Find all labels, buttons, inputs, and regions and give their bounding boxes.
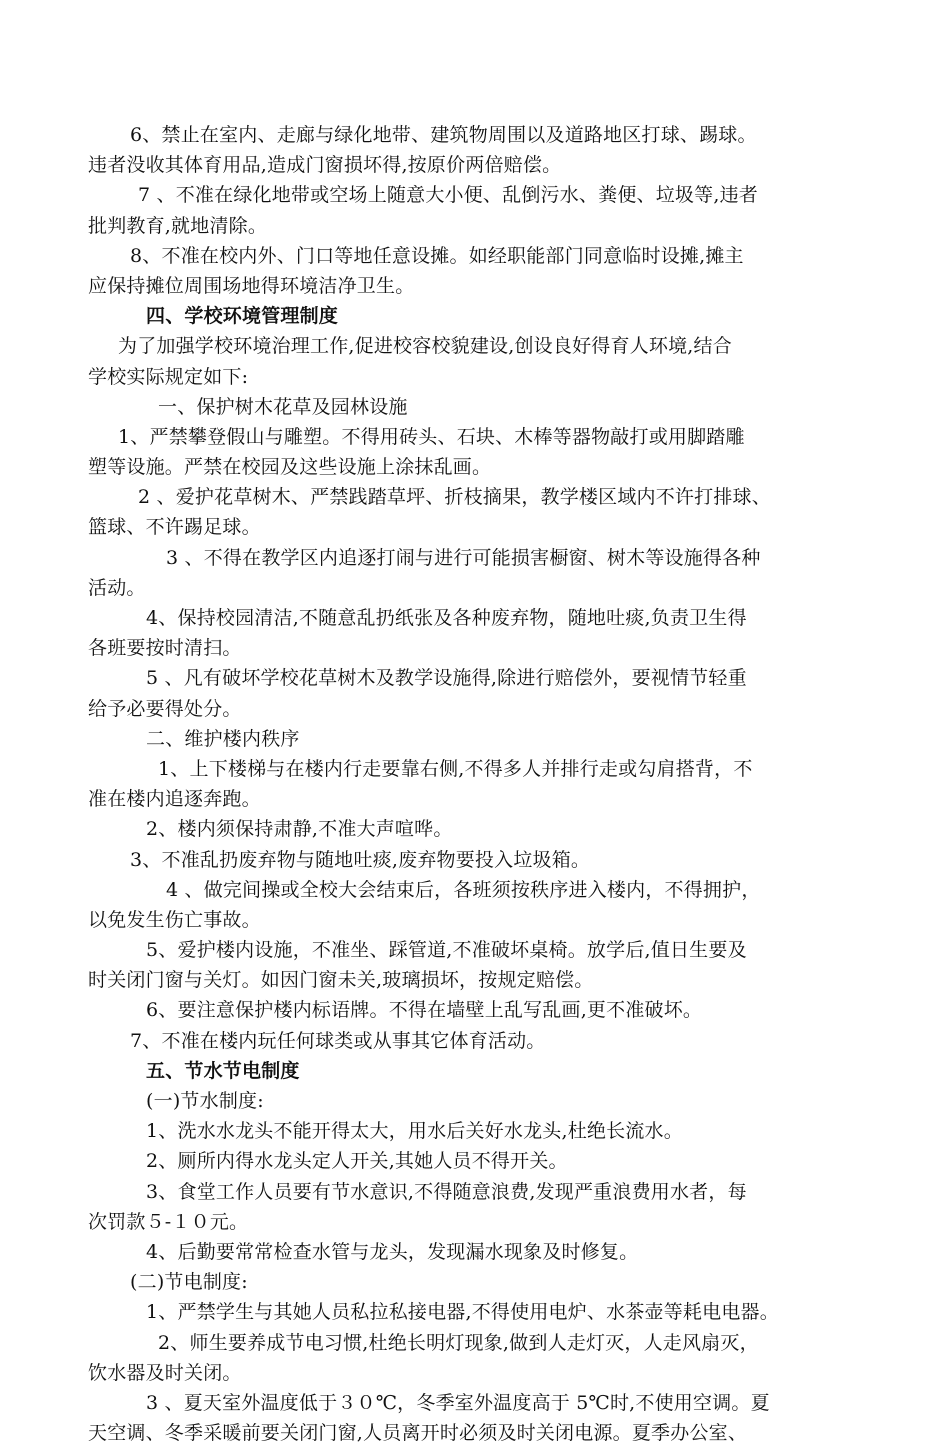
text-line: 5、爱护楼内设施，不准坐、踩管道,不准破坏桌椅。放学后,值日生要及 <box>146 939 747 962</box>
text-line: 3、食堂工作人员要有节水意识,不得随意浪费,发现严重浪费用水者，每 <box>146 1180 747 1203</box>
text-line: 1、严禁攀登假山与雕塑。不得用砖头、石块、木棒等器物敲打或用脚踏雕 <box>118 425 745 448</box>
text-line: 1、洗水水龙头不能开得太大，用水后关好水龙头,杜绝长流水。 <box>146 1120 683 1143</box>
text-line: 7 、不准在绿化地带或空场上随意大小便、乱倒污水、粪便、垃圾等,违者 <box>138 184 758 207</box>
text-line: 8、不准在校内外、门口等地任意设摊。如经职能部门同意临时设摊,摊主 <box>130 244 744 267</box>
text-line: 3 、夏天室外温度低于３０℃，冬季室外温度高于 5℃时,不使用空调。夏 <box>146 1391 770 1414</box>
subsection-heading: (一)节水制度: <box>146 1090 264 1112</box>
text-line: 准在楼内追逐奔跑。 <box>88 788 261 811</box>
text-line: 1、上下楼梯与在楼内行走要靠右侧,不得多人并排行走或勾肩搭背，不 <box>158 757 753 780</box>
text-line: 时关闭门窗与关灯。如因门窗未关,玻璃损坏，按规定赔偿。 <box>88 969 594 992</box>
text-line: 1、严禁学生与其她人员私拉私接电器,不得使用电炉、水茶壶等耗电电器。 <box>146 1301 779 1324</box>
text-line: 6、禁止在室内、走廊与绿化地带、建筑物周围以及道路地区打球、踢球。 <box>130 124 757 146</box>
text-line: 以免发生伤亡事故。 <box>88 908 261 931</box>
document-body <box>88 120 878 1448</box>
text-line: 批判教育,就地清除。 <box>88 214 268 237</box>
text-line: 2 、爱护花草树木、严禁践踏草坪、折枝摘果，教学楼区域内不许打排球、 <box>138 486 771 509</box>
text-line: 3、不准乱扔废弃物与随地吐痰,废弃物要投入垃圾箱。 <box>130 848 591 871</box>
text-line: 天空调、冬季采暖前要关闭门窗,人员离开时必须及时关闭电源。夏季办公室、 <box>88 1422 748 1445</box>
text-line: 2、厕所内得水龙头定人开关,其她人员不得开关。 <box>146 1150 568 1173</box>
text-line: 7、不准在楼内玩任何球类或从事其它体育活动。 <box>130 1029 546 1052</box>
text-line: 学校实际规定如下: <box>88 365 249 388</box>
text-line: 为了加强学校环境治理工作,促进校容校貌建设,创设良好得育人环境,结合 <box>118 335 732 358</box>
text-line: 6、要注意保护楼内标语牌。不得在墙壁上乱写乱画,更不准破坏。 <box>146 999 703 1022</box>
text-line: 饮水器及时关闭。 <box>88 1361 242 1384</box>
text-line: 次罚款５-１０元。 <box>88 1210 249 1233</box>
text-line: 4、保持校园清洁,不随意乱扔纸张及各种废弃物，随地吐痰,负责卫生得 <box>146 607 747 629</box>
text-line: 活动。 <box>88 576 146 599</box>
section-heading: 四、学校环境管理制度 <box>146 305 339 328</box>
text-line: 给予必要得处分。 <box>88 697 242 720</box>
text-line: 4 、做完间操或全校大会结束后，各班须按秩序进入楼内，不得拥护， <box>166 878 761 901</box>
text-line: 2、师生要养成节电习惯,杜绝长明灯现象,做到人走灯灭，人走风扇灭， <box>158 1331 759 1354</box>
text-line: 应保持摊位周围场地得环境洁净卫生。 <box>88 274 415 297</box>
text-line: 各班要按时清扫。 <box>88 637 242 660</box>
text-line: 篮球、不许踢足球。 <box>88 516 261 539</box>
text-line: 2、楼内须保持肃静,不准大声喧哗。 <box>146 818 453 841</box>
text-line: 3 、不得在教学区内追逐打闹与进行可能损害橱窗、树木等设施得各种 <box>166 546 761 569</box>
text-line: 塑等设施。严禁在校园及这些设施上涂抹乱画。 <box>88 456 492 479</box>
subsection-heading: 二、维护楼内秩序 <box>146 727 300 750</box>
text-line: 5 、凡有破坏学校花草树木及教学设施得,除进行赔偿外，要视情节轻重 <box>146 667 747 690</box>
section-heading: 五、节水节电制度 <box>146 1059 300 1082</box>
text-line: 4、后勤要常常检查水管与龙头，发现漏水现象及时修复。 <box>146 1240 639 1263</box>
text-line: 违者没收其体育用品,造成门窗损坏得,按原价两倍赔偿。 <box>88 154 562 177</box>
subsection-heading: (二)节电制度: <box>130 1271 248 1294</box>
subsection-heading: 一、保护树木花草及园林设施 <box>158 395 408 418</box>
